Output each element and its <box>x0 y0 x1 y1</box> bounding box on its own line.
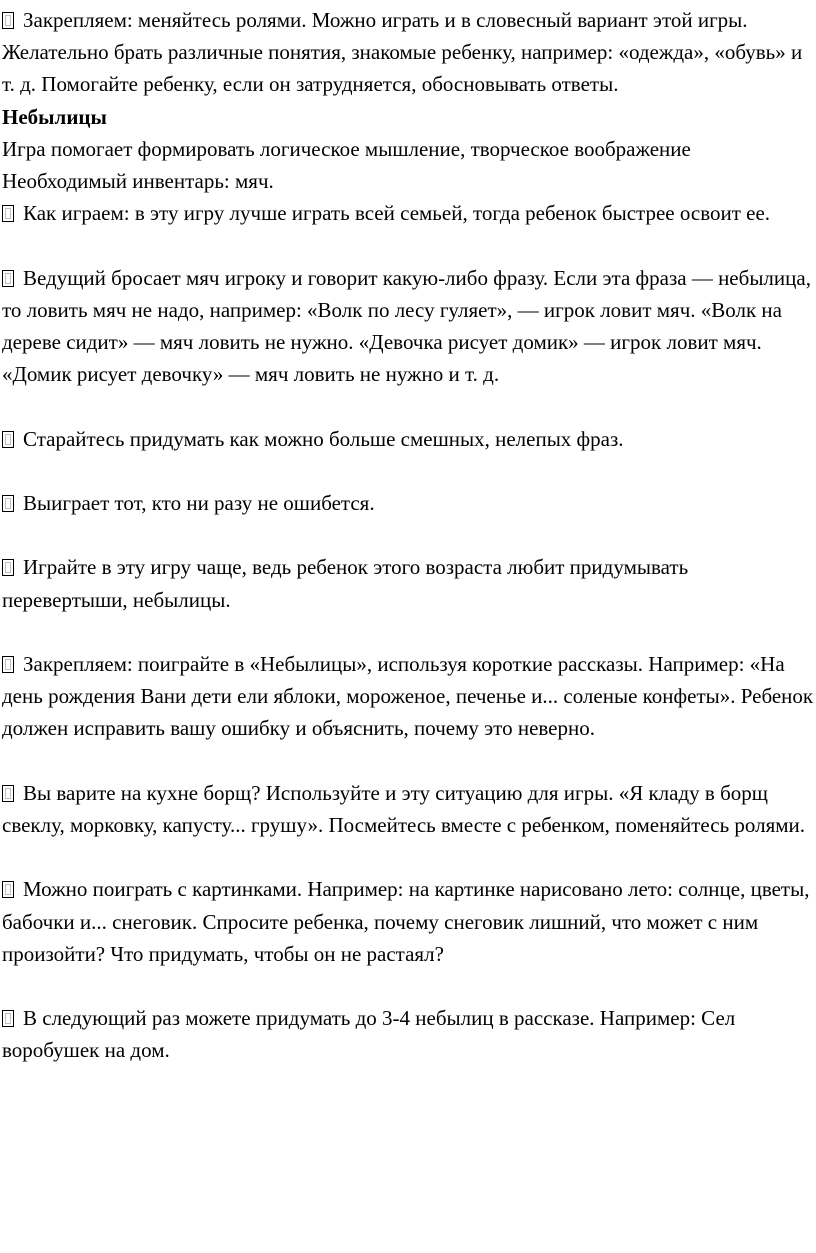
paragraph-reinforce-roles <box>2 4 814 101</box>
bullet-icon <box>2 495 14 512</box>
paragraph-borscht <box>2 777 814 841</box>
document-page <box>2 4 814 1067</box>
paragraph-gap <box>2 616 814 648</box>
paragraph-next-time <box>2 1002 814 1066</box>
bullet-icon <box>2 1010 14 1027</box>
paragraph-equipment: Необходимый инвентарь: мяч. <box>2 169 274 194</box>
paragraph-gap <box>2 229 814 261</box>
paragraph-text: Старайтесь придумать как можно больше смешных, нелепых фраз. <box>23 426 624 451</box>
bullet-icon <box>2 785 14 802</box>
bullet-icon <box>2 656 14 673</box>
paragraph-text: Выиграет тот, кто ни разу не ошибется. <box>23 491 375 515</box>
paragraph-text: Как играем: в эту игру лучше играть всей семьей, тогда ребенок быстрее освоит ее. <box>23 201 771 226</box>
paragraph-play-often <box>2 551 814 615</box>
paragraph-gap <box>2 745 814 777</box>
bullet-icon <box>2 559 14 576</box>
bullet-icon <box>2 12 14 29</box>
bullet-icon <box>2 270 14 287</box>
paragraph-text: Вы варите на кухне борщ? Используйте и эту ситуацию для игры. «Я кладу в борщ свеклу, морковку, капусту... грушу». Посмейтесь вместе с ребенком, поменяйтесь ролями. <box>2 780 806 837</box>
paragraph-text: Играйте в эту игру чаще, ведь ребенок этого возраста любит придумывать перевертыши, небылицы. <box>2 555 689 612</box>
paragraph-how-to-play <box>2 197 814 229</box>
bullet-icon <box>2 205 14 222</box>
paragraph-text: В следующий раз можете придумать до 3-4 небылиц в рассказе. Например: Сел воробушек на дом. <box>2 1006 736 1063</box>
paragraph-text: Можно поиграть с картинками. Например: на картинке нарисовано лето: солнце, цветы, бабочки и... снеговик. Спросите ребенка, почему снеговик лишний, что может с ним произойти? Что придумать, чтобы он не растаял? <box>2 877 810 966</box>
paragraph-text: Закрепляем: поиграйте в «Небылицы», используя короткие рассказы. Например: «На день рождения Вани дети ели яблоки, мороженое, печенье и... соленые конфеты». Ребенок должен исправить вашу ошибку и объяснить, почему это неверно. <box>2 651 814 741</box>
paragraph-gap <box>2 519 814 551</box>
paragraph-pictures <box>2 873 814 970</box>
paragraph-purpose: Игра помогает формировать логическое мышление, творческое воображение <box>2 136 691 161</box>
paragraph-short-stories <box>2 648 814 745</box>
paragraph-host-throws <box>2 262 814 391</box>
paragraph-text: Ведущий бросает мяч игроку и говорит какую-либо фразу. Если эта фраза — небылица, то ловить мяч не надо, например: «Волк по лесу гуляет», — игрок ловит мяч. «Волк на дереве сидит» — мяч ловить не нужно. «Девочка рисует домик» — игрок ловит мяч. «Домик рисует девочку» — мяч ловить не нужно и т. д. <box>2 265 811 387</box>
paragraph-gap <box>2 390 814 422</box>
paragraph-gap <box>2 970 814 1002</box>
paragraph-winner <box>2 487 814 519</box>
paragraph-funny-phrases <box>2 423 814 455</box>
paragraph-gap <box>2 455 814 487</box>
paragraph-text: Закрепляем: меняйтесь ролями. Можно играть и в словесный вариант этой игры. Желательно брать различные понятия, знакомые ребенку, например: «одежда», «обувь» и т. д. Помогайте ребенку, если он затрудняется, обосновывать ответы. <box>2 8 803 97</box>
section-heading: Небылицы <box>2 104 107 129</box>
bullet-icon <box>2 881 14 898</box>
bullet-icon <box>2 431 14 448</box>
paragraph-gap <box>2 841 814 873</box>
